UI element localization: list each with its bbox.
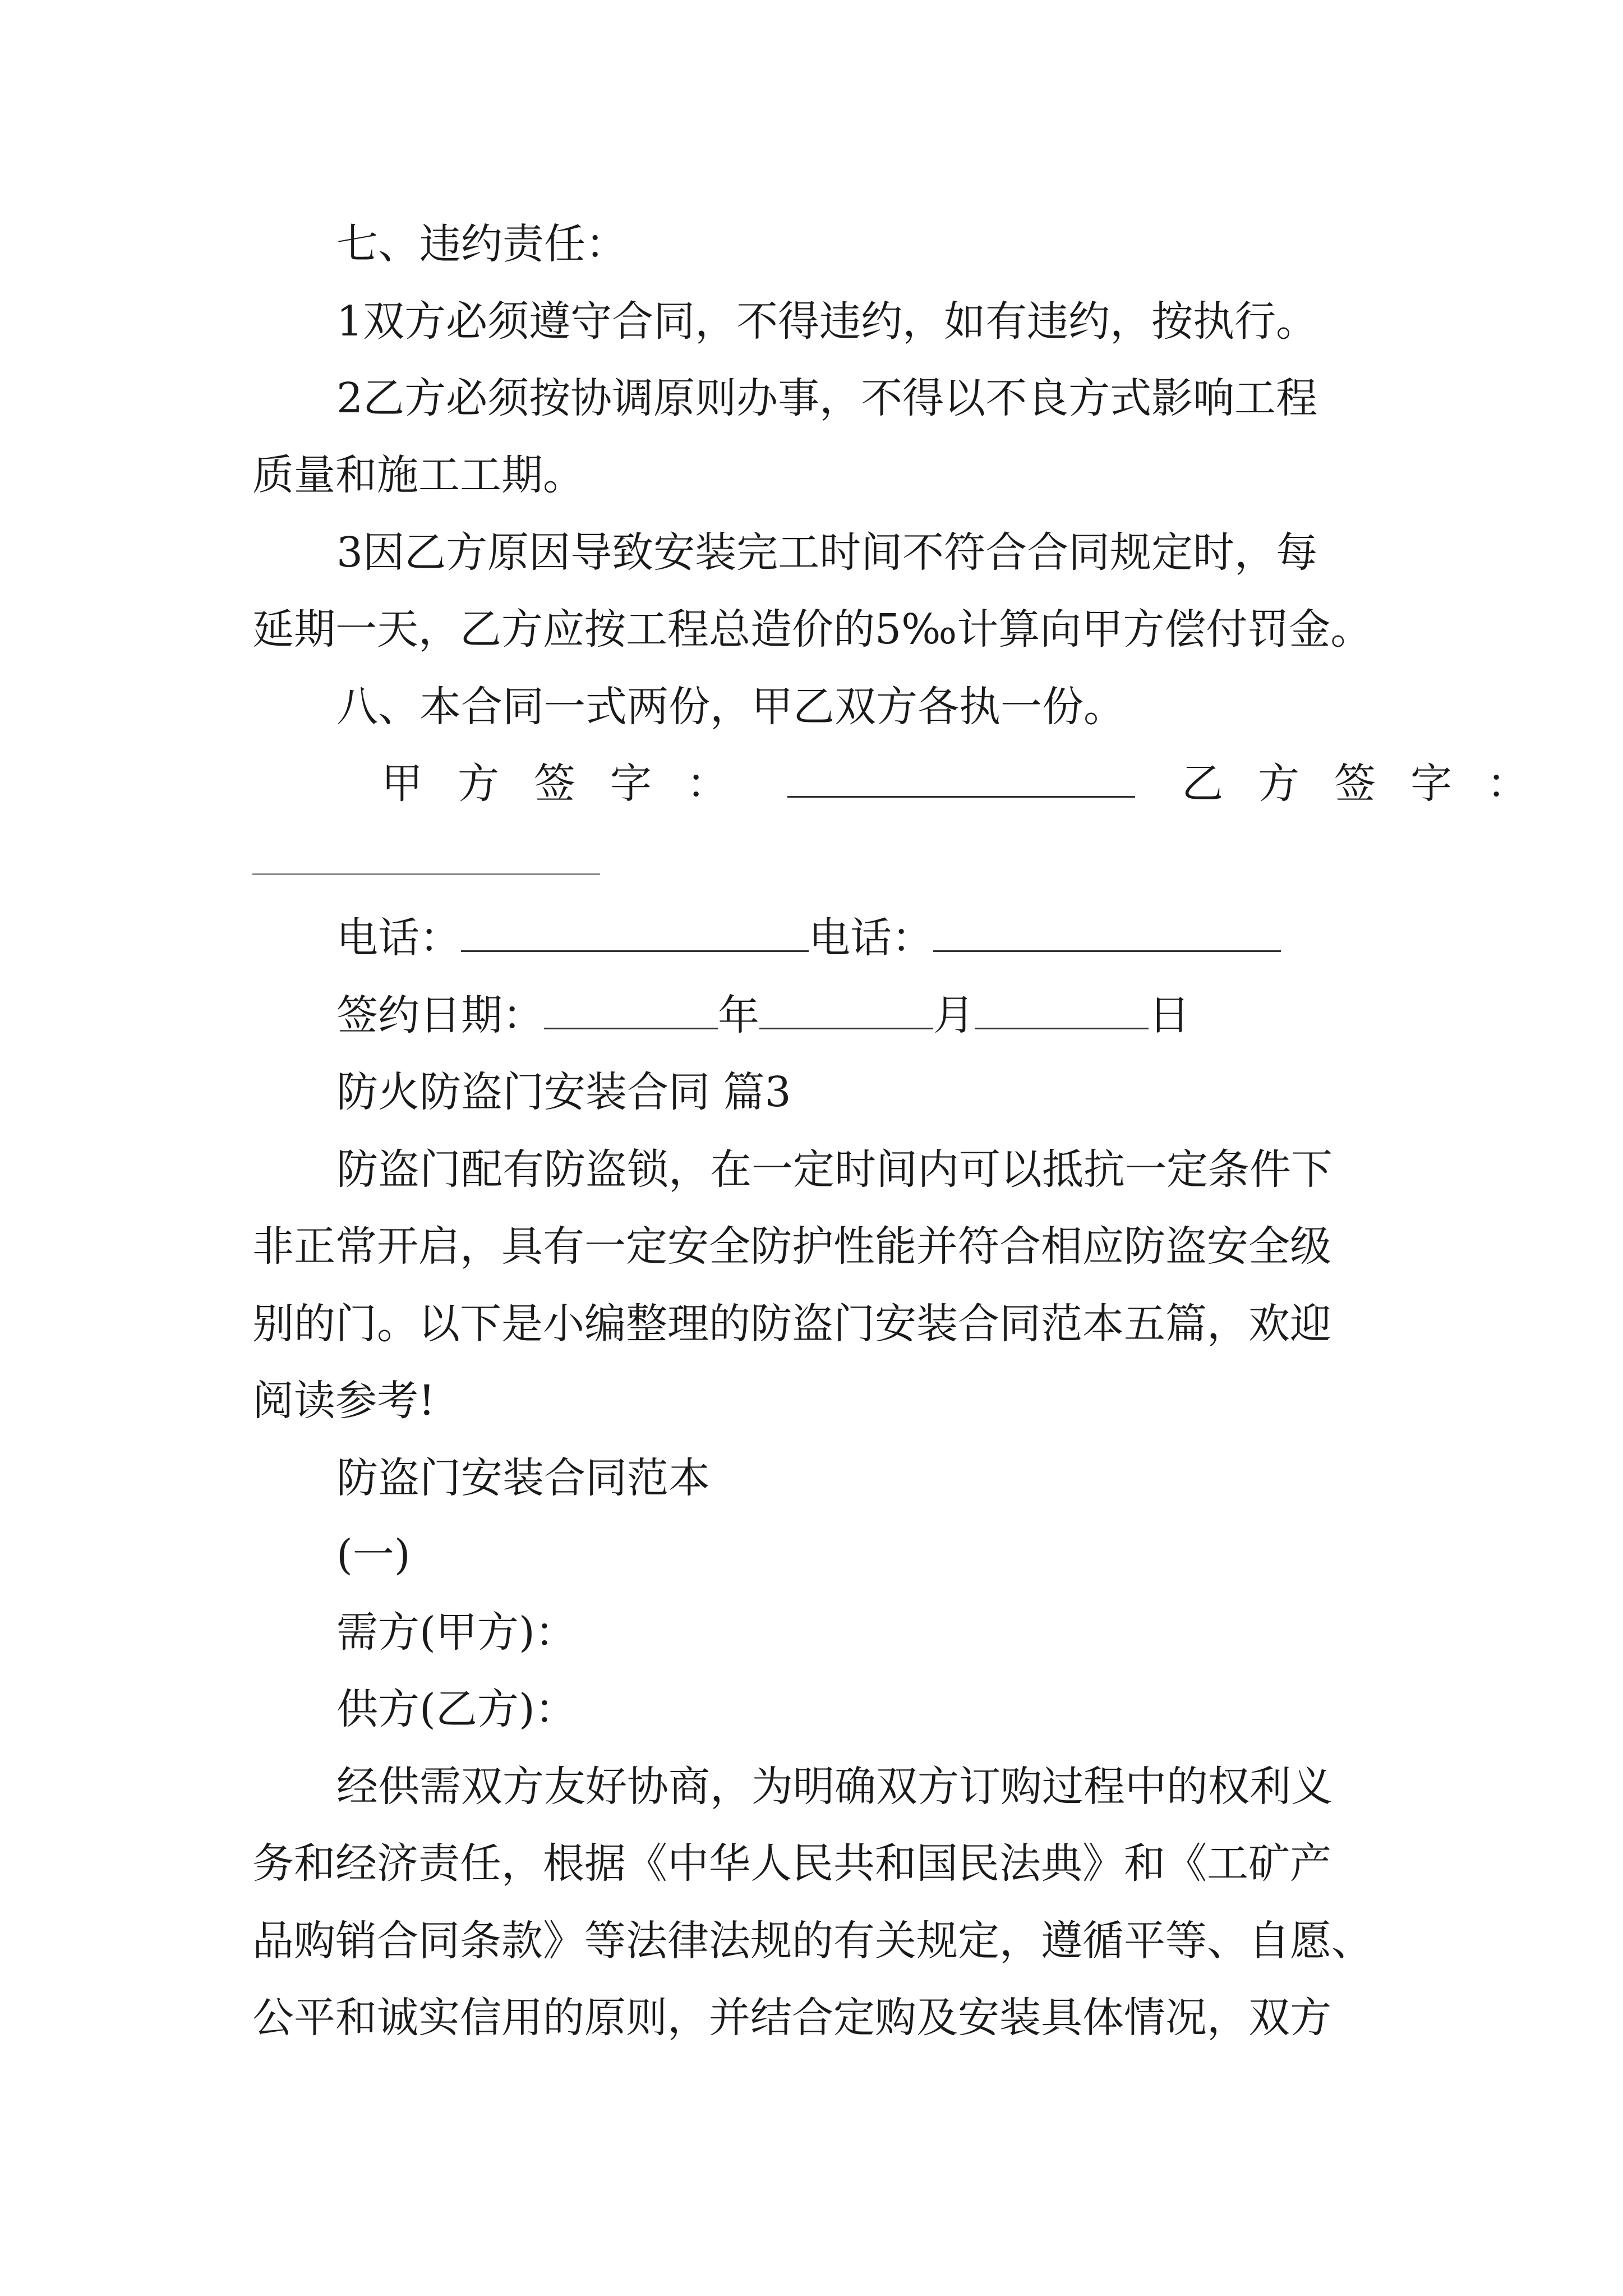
party-a-phone-blank <box>461 911 809 952</box>
party-a-signature-blank <box>787 757 1135 798</box>
month-blank <box>759 988 933 1029</box>
party-b-signature-blank <box>252 834 600 875</box>
intro-line-1: 防盗门配有防盗锁，在一定时间内可以抵抗一定条件下 <box>336 1145 1332 1194</box>
party-b-phone-label: 电话： <box>809 914 933 962</box>
body-line-3: 品购销合同条款》等法律法规的有关规定，遵循平等、自愿、 <box>252 1917 1373 1965</box>
party-a-signature-label: 甲方签字： <box>381 760 763 808</box>
intro-line-3: 别的门。以下是小编整理的防盗门安装合同范本五篇，欢迎 <box>252 1300 1331 1348</box>
supplier-label: 供方(乙方)： <box>336 1685 577 1733</box>
party-a-phone-label: 电话： <box>336 914 461 962</box>
party-b-signature-blank-row <box>252 830 1402 892</box>
clause-7-3-cont: 延期一天，乙方应按工程总造价的5‰计算向甲方偿付罚金。 <box>252 605 1372 654</box>
phone-row <box>336 907 1486 969</box>
signature-row <box>381 753 1564 815</box>
clause-7-2: 2乙方必须按协调原则办事，不得以不良方式影响工程 <box>336 374 1318 422</box>
sample-title: 防盗门安装合同范本 <box>336 1454 710 1502</box>
year-blank <box>544 988 718 1029</box>
sign-date-label: 签约日期： <box>336 991 544 1039</box>
intro-line-4: 阅读参考! <box>252 1377 435 1425</box>
section-7-heading: 七、违约责任： <box>336 220 627 268</box>
party-b-phone-blank <box>933 911 1281 952</box>
date-row <box>336 984 1486 1046</box>
body-line-1: 经供需双方友好协商，为明确双方订购过程中的权利义 <box>336 1763 1332 1811</box>
contract-title: 防火防盗门安装合同 篇3 <box>336 1068 791 1116</box>
clause-7-2-cont: 质量和施工工期。 <box>252 451 584 499</box>
day-label: 日 <box>1149 991 1190 1039</box>
body-line-2: 务和经济责任，根据《中华人民共和国民法典》和《工矿产 <box>252 1839 1331 1888</box>
clause-7-3: 3因乙方原因导致安装完工时间不符合合同规定时，每 <box>336 528 1318 577</box>
day-blank <box>975 988 1149 1029</box>
party-b-signature-label: 乙方签字： <box>1182 760 1564 808</box>
buyer-label: 需方(甲方)： <box>336 1608 577 1657</box>
month-label: 月 <box>933 991 975 1039</box>
body-line-4: 公平和诚实信用的原则，并结合定购及安装具体情况，双方 <box>252 1994 1331 2042</box>
sample-number: (一) <box>336 1531 411 1579</box>
year-label: 年 <box>718 991 759 1039</box>
section-8: 八、本合同一式两份，甲乙双方各执一份。 <box>336 683 1125 731</box>
intro-line-2: 非正常开启，具有一定安全防护性能并符合相应防盗安全级 <box>252 1222 1331 1271</box>
clause-7-1: 1双方必须遵守合同，不得违约，如有违约，按执行。 <box>336 297 1318 346</box>
